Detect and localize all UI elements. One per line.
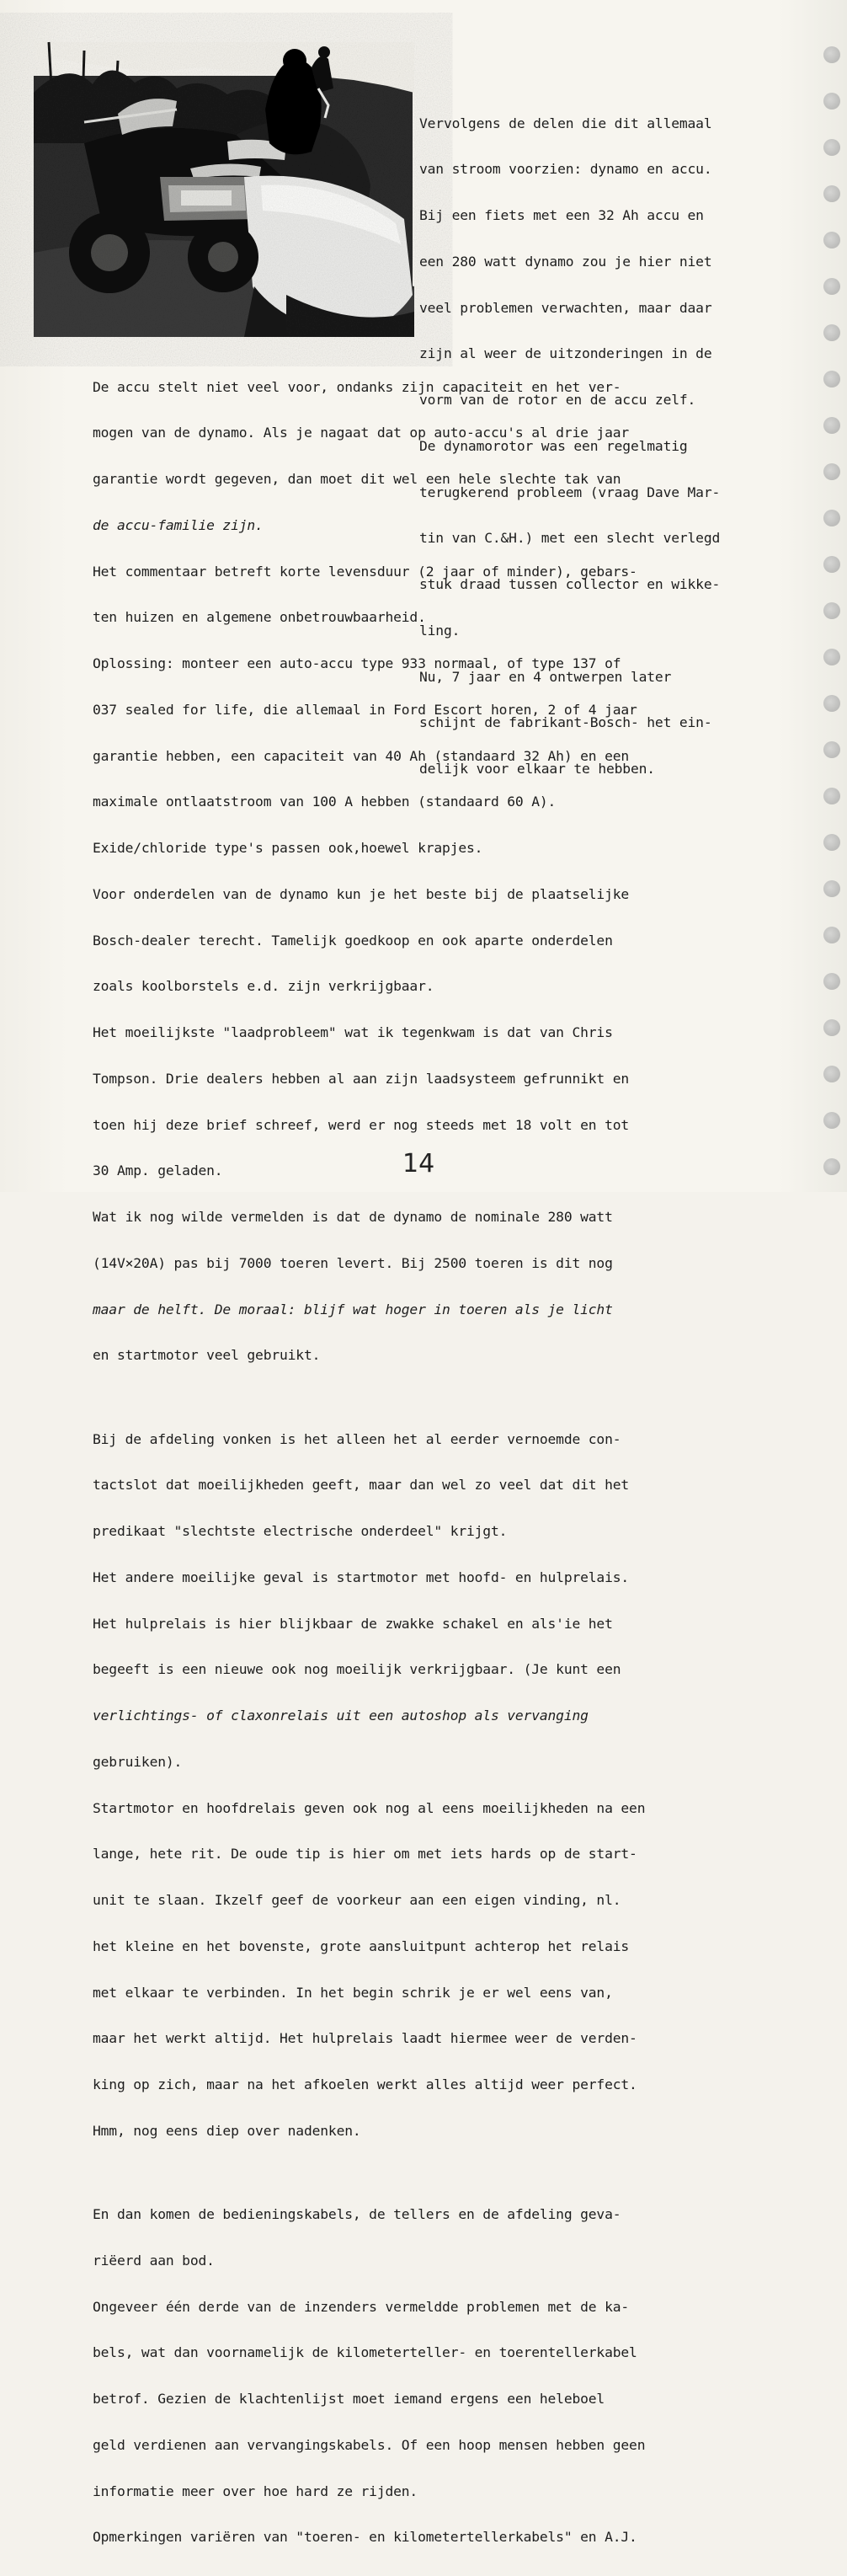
text-line: begeeft is een nieuwe ook nog moeilijk verkrijgbaar. (Je kunt een [93, 1661, 621, 1678]
text-line: Wat ik nog wilde vermelden is dat de dynamo de nominale 280 watt [93, 1209, 613, 1225]
binder-hole [823, 93, 840, 110]
text-line: en startmotor veel gebruikt. [93, 1347, 321, 1364]
page-number: 14 [402, 1149, 435, 1178]
text-line: 037 sealed for life, die allemaal in Ford Escort horen, 2 of 4 jaar [93, 701, 637, 718]
binder-hole [823, 232, 840, 249]
text-line: garantie hebben, een capaciteit van 40 Ah (standaard 32 Ah) en een [93, 747, 630, 764]
text-line: predikaat "slechtste electrische onderdeel" krijgt. [93, 1523, 508, 1539]
text-line: Nu, 7 jaar en 4 ontwerpen later [419, 668, 672, 685]
text-line: Oplossing: monteer een auto-accu type 933 normaal, of type 137 of [93, 655, 621, 671]
text-line: Bij de afdeling vonken is het alleen het al eerder vernoemde con- [93, 1430, 621, 1447]
text-line: zijn al weer de uitzonderingen in de [419, 345, 712, 362]
text-line: het kleine en het bovenste, grote aansluitpunt achterop het relais [93, 1937, 630, 1954]
binder-hole [823, 324, 840, 341]
binder-hole [823, 278, 840, 295]
text-line: De accu stelt niet veel voor, ondanks zijn capaciteit en het ver- [93, 378, 621, 395]
binder-hole [823, 1158, 840, 1175]
binder-hole [823, 371, 840, 387]
text-line: garantie wordt gegeven, dan moet dit wel een hele slechte tak van [93, 471, 621, 487]
motorcycle-photo [34, 42, 414, 337]
binder-hole [823, 649, 840, 665]
binder-hole [823, 510, 840, 526]
binder-hole [823, 463, 840, 480]
binder-hole [823, 741, 840, 758]
text-line: Het commentaar betreft korte levensduur (2 jaar of minder), gebars- [93, 563, 637, 580]
text-line: maar de helft. De moraal: blijf wat hoger in toeren als je licht [93, 1301, 613, 1317]
text-line: vorm van de rotor en de accu zelf. [419, 392, 696, 408]
binder-hole [823, 602, 840, 619]
text-line: geld verdienen aan vervangingskabels. Of een hoop mensen hebben geen [93, 2436, 646, 2453]
binder-hole [823, 1019, 840, 1036]
text-line: toen hij deze brief schreef, werd er nog steeds met 18 volt en tot [93, 1116, 630, 1133]
text-line: ling. [419, 622, 461, 639]
text-line: delijk voor elkaar te hebben. [419, 761, 655, 777]
text-line: tin van C.&H.) met een slecht verlegd [419, 530, 721, 547]
text-line: Startmotor en hoofdrelais geven ook nog al eens moeilijkheden na een [93, 1799, 646, 1816]
binder-hole [823, 185, 840, 202]
text-line: Exide/chloride type's passen ook,hoewel krapjes. [93, 840, 483, 856]
text-line: gebruiken). [93, 1753, 183, 1770]
text-line: unit te slaan. Ikzelf geef de voorkeur aan een eigen vinding, nl. [93, 1892, 621, 1908]
binder-hole [823, 556, 840, 573]
text-line: een 280 watt dynamo zou je hier niet [419, 253, 712, 270]
text-line: riëerd aan bod. [93, 2252, 215, 2269]
text-line: betrof. Gezien de klachtenlijst moet iemand ergens een heleboel [93, 2391, 605, 2407]
text-line: tactslot dat moeilijkheden geeft, maar dan wel zo veel dat dit het [93, 1477, 630, 1494]
text-line: van stroom voorzien: dynamo en accu. [419, 161, 712, 178]
binder-hole [823, 417, 840, 434]
text-line: De dynamorotor was een regelmatig [419, 437, 688, 454]
text-line: stuk draad tussen collector en wikke- [419, 576, 721, 592]
text-line: informatie meer over hoe hard ze rijden. [93, 2482, 418, 2499]
text-line: Hmm, nog eens diep over nadenken. [93, 2122, 361, 2139]
binder-hole [823, 880, 840, 897]
binder-hole [823, 46, 840, 63]
text-line: maximale ontlaatstroom van 100 A hebben (standaard 60 A). [93, 794, 557, 810]
text-line: bels, wat dan voornamelijk de kilometerteller- en toerentellerkabel [93, 2344, 637, 2361]
text-line: Het andere moeilijke geval is startmotor met hoofd- en hulprelais. [93, 1569, 630, 1585]
binder-hole [823, 927, 840, 943]
text-line: Ongeveer één derde van de inzenders vermeldde problemen met de ka- [93, 2298, 630, 2315]
binder-hole [823, 1112, 840, 1129]
text-line: de accu-familie zijn. [93, 516, 264, 533]
text-line: Vervolgens de delen die dit allemaal [419, 115, 712, 131]
text-line: lange, hete rit. De oude tip is hier om met iets hards op de start- [93, 1846, 637, 1863]
text-line: Het hulprelais is hier blijkbaar de zwakke schakel en als'ie het [93, 1615, 613, 1632]
text-line: Tompson. Drie dealers hebben al aan zijn laadsysteem gefrunnikt en [93, 1070, 630, 1087]
main-column-text [93, 349, 645, 2576]
text-line: king op zich, maar na het afkoelen werkt alles altijd weer perfect. [93, 2076, 637, 2092]
text-line: Opmerkingen variëren van "toeren- en kilometertellerkabels" en A.J. [93, 2529, 637, 2546]
binder-hole [823, 695, 840, 712]
text-line: Bosch-dealer terecht. Tamelijk goedkoop en ook aparte onderdelen [93, 932, 613, 949]
text-line: mogen van de dynamo. Als je nagaat dat op auto-accu's al drie jaar [93, 425, 630, 441]
binder-hole [823, 788, 840, 804]
text-line: met elkaar te verbinden. In het begin schrik je er wel eens van, [93, 1984, 613, 2001]
text-line: Voor onderdelen van de dynamo kun je het beste bij de plaatselijke [93, 885, 630, 902]
text-line: Het moeilijkste "laadprobleem" wat ik tegenkwam is dat van Chris [93, 1024, 613, 1040]
binder-hole [823, 139, 840, 156]
binder-hole [823, 1066, 840, 1082]
binder-hole [823, 834, 840, 851]
text-line: maar het werkt altijd. Het hulprelais laadt hiermee weer de verden- [93, 2030, 637, 2047]
text-line: Bij een fiets met een 32 Ah accu en [419, 207, 704, 223]
text-line: verlichtings- of claxonrelais uit een autoshop als vervanging [93, 1708, 589, 1724]
text-line: En dan komen de bedieningskabels, de tellers en de afdeling geva- [93, 2206, 621, 2222]
text-line: terugkerend probleem (vraag Dave Mar- [419, 484, 721, 500]
binder-holes [823, 46, 842, 1192]
text-line: ten huizen en algemene onbetrouwbaarheid. [93, 609, 426, 626]
text-line: 30 Amp. geladen. [93, 1162, 223, 1179]
text-line: veel problemen verwachten, maar daar [419, 299, 712, 316]
text-line: schijnt de fabrikant-Bosch- het ein- [419, 714, 712, 731]
binder-hole [823, 973, 840, 990]
text-line: zoals koolborstels e.d. zijn verkrijgbaar. [93, 978, 434, 995]
text-line: (14V×20A) pas bij 7000 toeren levert. Bij 2500 toeren is dit nog [93, 1254, 613, 1271]
